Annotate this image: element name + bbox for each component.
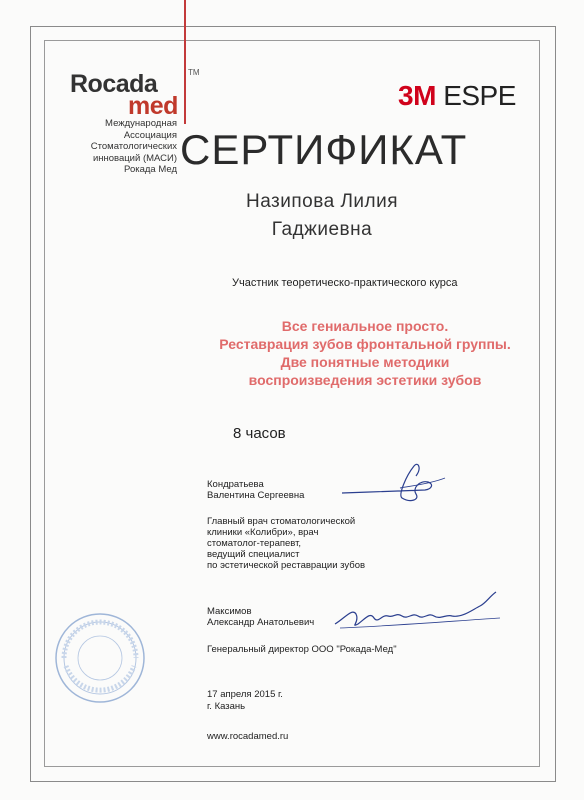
position-line: по эстетической реставрации зубов — [207, 560, 366, 571]
recipient-name-line2: Гаджиевна — [271, 219, 373, 240]
logo-rocada: Rocada — [70, 70, 158, 98]
course-title-line: Две понятные методики — [280, 354, 450, 370]
logo-med: med — [128, 92, 178, 120]
position-line: стоматолог-терапевт, — [207, 538, 302, 549]
signature-kondratieva — [340, 458, 450, 508]
brand-mark: 3M — [398, 80, 436, 111]
logo-trademark: TM — [188, 68, 200, 77]
signatory1-position — [207, 516, 365, 571]
signatory2-surname: Максимов — [207, 606, 252, 617]
association-line: Ассоциация — [123, 129, 177, 141]
certificate-title: СЕРТИФИКАТ — [180, 126, 468, 173]
signatory2-name — [207, 606, 314, 628]
association-line: Стоматологических — [90, 141, 177, 152]
brand-name: ESPE — [443, 80, 516, 111]
signature-maksimov — [330, 588, 510, 638]
signatory1-name — [207, 479, 304, 501]
signatory1-surname: Кондратьева — [207, 479, 264, 490]
organization-stamp — [52, 610, 148, 706]
association-name — [60, 118, 177, 176]
course-title-line: Все гениальное просто. — [281, 318, 449, 334]
association-line: инноваций (МАСИ) — [92, 152, 177, 164]
rocada-med-logo — [70, 70, 200, 118]
signatory2-given-names: Александр Анатольевич — [207, 617, 315, 628]
participant-text: Участник теоретическо-практического курса — [232, 277, 458, 289]
certificate-date: 17 апреля 2015 г. — [207, 689, 283, 700]
association-line: Рокада Мед — [124, 164, 177, 175]
3m-espe-logo — [398, 80, 516, 112]
association-line: Международная — [105, 118, 177, 129]
recipient-name-line1: Назипова Лилия — [245, 191, 399, 212]
position-line: ведущий специалист — [207, 549, 300, 560]
course-hours: 8 часов — [233, 425, 286, 442]
course-title-line: воспроизведения эстетики зубов — [248, 372, 482, 388]
signatory2-position: Генеральный директор ООО "Рокада-Мед" — [207, 644, 397, 655]
certificate-city: г. Казань — [207, 701, 246, 712]
website-link[interactable]: www.rocadamed.ru — [207, 731, 289, 742]
stamp-seal-icon — [52, 610, 148, 706]
signatory1-given-names: Валентина Сергеевна — [207, 490, 305, 501]
course-title-line: Реставрация зубов фронтальной группы. — [219, 336, 511, 352]
position-line: клиники «Колибри», врач — [207, 527, 319, 538]
position-line: Главный врач стоматологической — [207, 516, 356, 527]
